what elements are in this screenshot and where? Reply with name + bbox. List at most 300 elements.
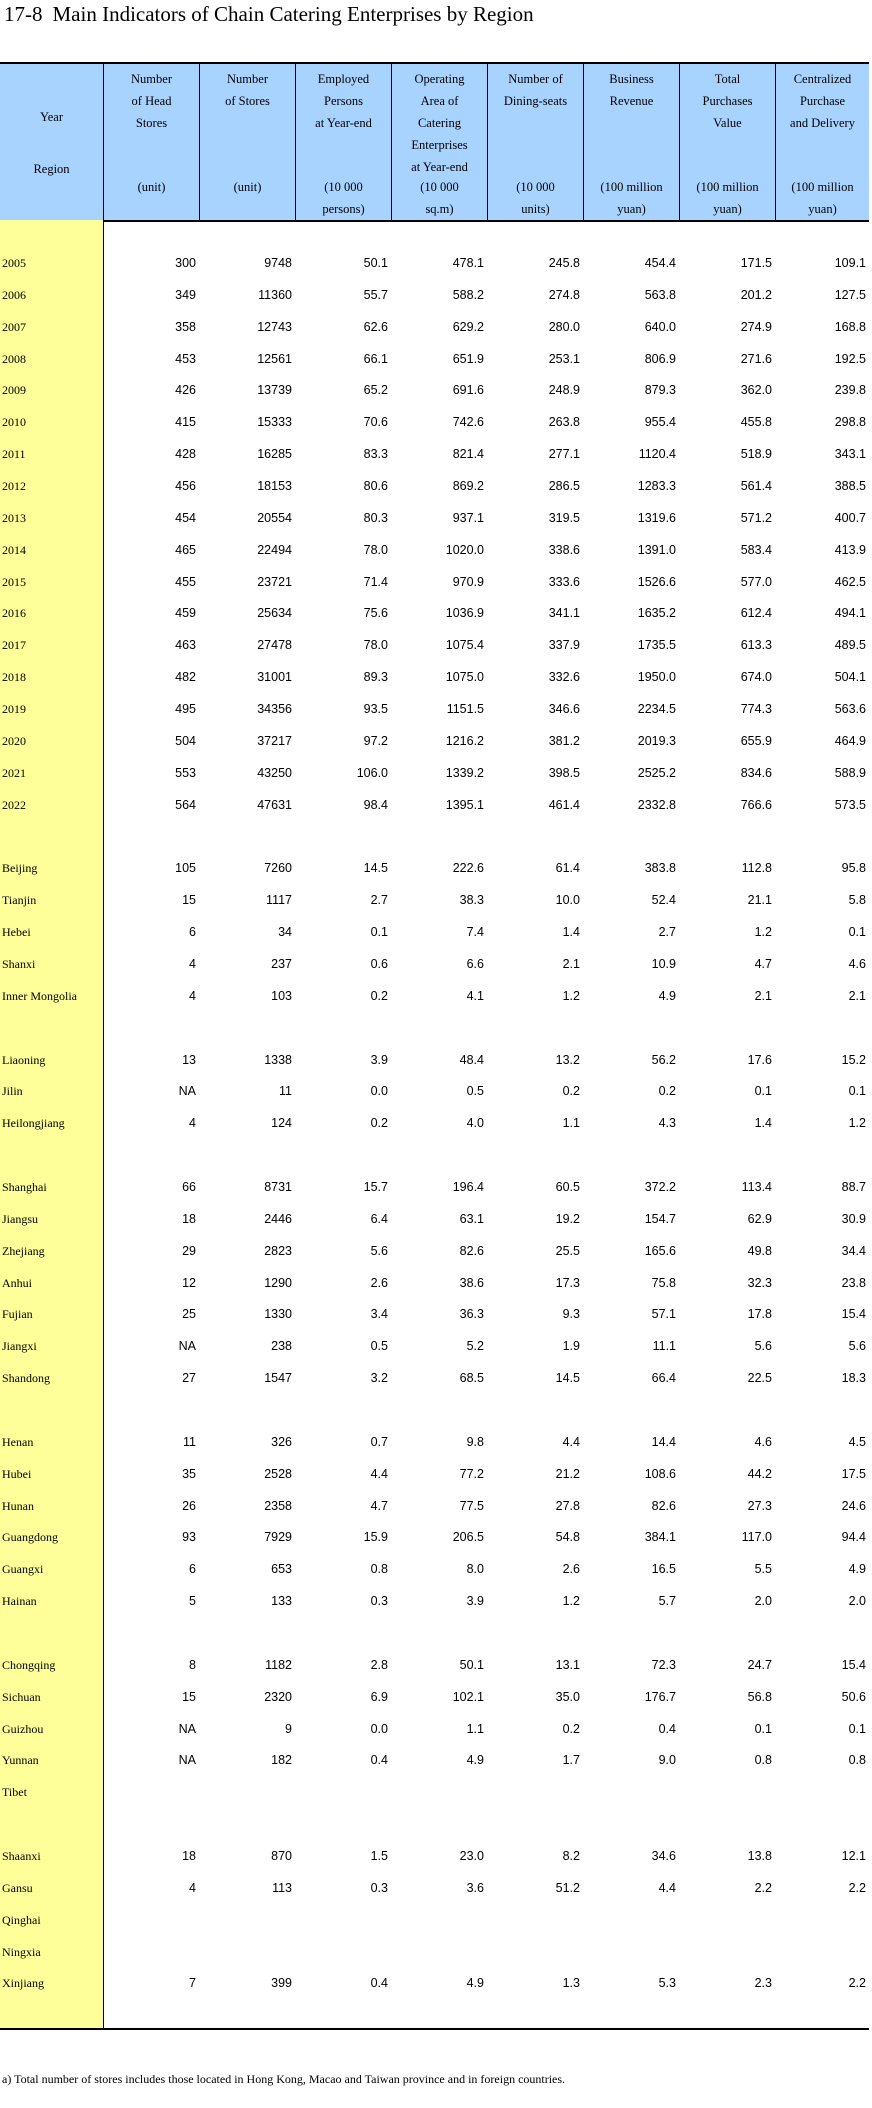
table-cell: 13.1 [555, 1657, 580, 1672]
table-cell: 2.2 [848, 1976, 866, 1991]
table-cell: 343.1 [834, 447, 866, 462]
table-row [0, 1331, 869, 1363]
table-cell: 88.7 [841, 1179, 866, 1194]
table-cell: 222.6 [452, 861, 484, 876]
header-column-7 [679, 64, 775, 220]
table-cell: 1120.4 [638, 447, 676, 462]
table-cell: 34.6 [651, 1849, 676, 1863]
row-label: Shanghai [2, 1179, 47, 1194]
row-label: 2015 [2, 574, 26, 589]
table-cell: 89.3 [363, 670, 388, 685]
table-cell: 57.1 [651, 1307, 676, 1322]
table-cell: 1338 [264, 1052, 292, 1067]
table-cell: 196.4 [452, 1179, 484, 1194]
table-cell: 453 [175, 351, 196, 366]
table-cell: 563.8 [644, 287, 676, 302]
table-cell: 462.5 [834, 574, 866, 589]
table-cell: 13 [182, 1052, 196, 1067]
table-cell: 5.6 [754, 1339, 772, 1354]
table-row [0, 1395, 869, 1427]
table-cell: 7.4 [466, 925, 484, 940]
table-cell: 4.4 [562, 1434, 580, 1449]
row-label: Sichuan [2, 1689, 41, 1704]
table-cell: 459 [175, 606, 196, 621]
table-row [0, 1586, 869, 1618]
table-cell: 18153 [257, 479, 292, 494]
table-cell: 9.8 [466, 1434, 484, 1449]
table-cell: 66 [182, 1179, 196, 1194]
table-cell: 8 [189, 1657, 196, 1672]
row-label: Liaoning [2, 1052, 46, 1067]
table-cell: 238 [271, 1339, 292, 1354]
table-cell: 358 [175, 319, 196, 334]
table-cell: 113.4 [741, 1179, 772, 1194]
table-cell: 11360 [258, 287, 292, 302]
row-label: Guangxi [2, 1562, 44, 1577]
row-label: 2008 [2, 351, 26, 366]
table-cell: 653 [271, 1562, 292, 1577]
table-cell: 60.5 [555, 1179, 580, 1194]
table-cell: 271.6 [740, 351, 772, 366]
table-cell: 103 [271, 988, 292, 1003]
table-cell: 154.7 [644, 1211, 676, 1226]
table-cell: 117.0 [741, 1530, 772, 1545]
table-cell: 0.2 [562, 1721, 580, 1736]
table-cell: 95.8 [841, 861, 866, 876]
table-cell: 381.2 [548, 733, 580, 748]
table-cell: 4.4 [658, 1880, 676, 1895]
row-label: Guangdong [2, 1530, 58, 1545]
table-row [0, 1172, 869, 1204]
table-cell: 2320 [264, 1689, 292, 1704]
table-cell: 182 [271, 1753, 292, 1768]
table-row [0, 1268, 869, 1300]
table-cell: 23.0 [459, 1849, 484, 1863]
table-row [0, 917, 869, 949]
table-cell: NA [178, 1339, 196, 1354]
table-cell: 15.4 [841, 1657, 866, 1672]
table-cell: 127.5 [834, 287, 866, 302]
table-cell: 13.2 [555, 1052, 580, 1067]
table-cell: 239.8 [834, 383, 866, 398]
row-label: Shanxi [2, 956, 36, 971]
table-row [0, 1937, 869, 1969]
table-row [0, 853, 869, 885]
table-cell: 0.4 [370, 1976, 388, 1991]
table-cell: 44.2 [747, 1466, 772, 1481]
table-cell: 168.8 [834, 319, 866, 334]
table-cell: 0.2 [562, 1084, 580, 1099]
table-cell: 0.2 [370, 988, 388, 1003]
table-cell: 82.6 [651, 1498, 676, 1513]
table-cell: 63.1 [459, 1211, 484, 1226]
row-label: 2010 [2, 415, 26, 430]
table-cell: 263.8 [548, 415, 580, 430]
table-title-text: Main Indicators of Chain Catering Enterprises by Region [52, 2, 534, 26]
table-cell: 2358 [264, 1498, 292, 1513]
header-column-label: Number of Head Stores [131, 72, 172, 130]
table-row [0, 885, 869, 917]
table-cell: 18 [182, 1211, 196, 1226]
table-cell: 274.9 [740, 319, 772, 334]
table-cell: 1.2 [754, 925, 772, 940]
table-cell: 24.6 [841, 1498, 866, 1513]
table-cell: 3.2 [370, 1371, 388, 1386]
table-cell: 2.6 [370, 1275, 388, 1290]
table-cell: 1216.2 [445, 733, 484, 748]
table-cell: 1391.0 [637, 542, 676, 557]
table-cell: 4 [189, 988, 196, 1003]
table-cell: 821.4 [452, 447, 484, 462]
table-cell: 6 [189, 1562, 196, 1577]
table-cell: 577.0 [740, 574, 772, 589]
table-cell: 573.5 [834, 797, 866, 812]
table-cell: 0.4 [370, 1753, 388, 1768]
table-cell: 17.5 [841, 1466, 866, 1481]
table-row [0, 662, 869, 694]
row-label: Hunan [2, 1498, 34, 1513]
table-cell: 563.6 [834, 702, 866, 717]
table-cell: 176.7 [644, 1689, 676, 1704]
header-column-6 [583, 64, 679, 220]
header-region-label: Region [33, 162, 70, 176]
table-cell: 66.1 [363, 351, 388, 366]
table-cell: 383.8 [644, 861, 676, 876]
table-cell: 482 [175, 670, 196, 685]
table-row [0, 790, 869, 822]
table-cell: 399 [271, 1976, 292, 1991]
table-cell: 2.0 [848, 1594, 866, 1609]
table-cell: 1075.0 [445, 670, 484, 685]
table-cell: 1.3 [562, 1976, 580, 1991]
header-column-label: Employed Persons at Year-end [315, 72, 372, 130]
table-cell: 455 [175, 574, 196, 589]
table-cell: 6 [189, 925, 196, 940]
header-column-label: Number of Dining-seats [503, 72, 568, 108]
table-cell: 0.1 [848, 925, 866, 940]
table-cell: 35.0 [555, 1689, 580, 1704]
row-label: 2012 [2, 479, 26, 494]
table-cell: 4.9 [658, 988, 676, 1003]
table-cell: 4.0 [466, 1116, 484, 1131]
table-cell: 12.1 [841, 1849, 866, 1863]
table-cell: 50.6 [841, 1689, 866, 1704]
table-cell: 1182 [265, 1657, 292, 1672]
table-cell: 465 [175, 542, 196, 557]
table-cell: 588.2 [452, 287, 484, 302]
header-column-unit: (unit) [137, 180, 166, 194]
row-label: Yunnan [2, 1753, 39, 1768]
table-cell: 0.0 [370, 1084, 388, 1099]
table-cell: 78.0 [363, 542, 388, 557]
table-cell: 495 [175, 702, 196, 717]
table-cell: 17.6 [747, 1052, 772, 1067]
header-column-1 [103, 64, 199, 220]
table-cell: 4.4 [370, 1466, 388, 1481]
table-cell: 333.6 [548, 574, 580, 589]
table-cell: 21.1 [747, 893, 772, 908]
table-cell: 1.1 [466, 1721, 484, 1736]
table-cell: 1.2 [562, 1594, 580, 1609]
table-cell: 372.2 [644, 1179, 676, 1194]
table-cell: 15 [182, 1689, 196, 1704]
table-cell: 16285 [257, 447, 292, 462]
header-column-label: Number of Stores [225, 72, 270, 108]
table-cell: NA [178, 1753, 196, 1768]
table-cell: 1283.3 [637, 479, 676, 494]
table-cell: 171.5 [740, 256, 772, 270]
table-cell: 5.3 [658, 1976, 676, 1991]
table-cell: 0.2 [658, 1084, 676, 1099]
table-cell: 75.8 [651, 1275, 676, 1290]
table-cell: 112.8 [741, 861, 772, 876]
table-cell: 9.0 [658, 1753, 676, 1768]
table-cell: 62.9 [747, 1211, 772, 1226]
table-row [0, 1140, 869, 1172]
row-label: 2021 [2, 765, 26, 780]
row-label: Qinghai [2, 1912, 41, 1927]
row-label: Chongqing [2, 1657, 56, 1672]
table-cell: 613.3 [740, 638, 772, 653]
table-cell: 4 [189, 956, 196, 971]
table-cell: 970.9 [452, 574, 484, 589]
table-cell: 4.9 [466, 1753, 484, 1768]
header-column-unit: (unit) [233, 180, 262, 194]
table-cell: 4 [189, 1880, 196, 1895]
table-cell: 78.0 [363, 638, 388, 653]
table-cell: 34 [278, 925, 292, 940]
table-cell: 879.3 [644, 383, 676, 398]
table-cell: 4.6 [848, 956, 866, 971]
row-label: Shaanxi [2, 1849, 41, 1863]
table-row [0, 1905, 869, 1937]
table-cell: 34356 [257, 702, 292, 717]
table-cell: 23.8 [841, 1275, 866, 1290]
table-row [0, 981, 869, 1013]
table-row [0, 726, 869, 758]
row-label: Tibet [2, 1785, 27, 1800]
table-cell: 17.3 [555, 1275, 580, 1290]
table-cell: 94.4 [841, 1530, 866, 1545]
table-cell: 583.4 [740, 542, 772, 557]
table-cell: 1339.2 [445, 765, 484, 780]
row-label: Heilongjiang [2, 1116, 65, 1131]
header-column-unit: (10 000 sq.m) [420, 180, 459, 216]
table-cell: 7 [189, 1976, 196, 1991]
table-cell: 1526.6 [637, 574, 676, 589]
table-cell: 23721 [257, 574, 292, 589]
table-cell: 2.1 [848, 988, 866, 1003]
table-cell: 113 [272, 1880, 292, 1895]
table-row [0, 694, 869, 726]
table-row [0, 1745, 869, 1777]
table-cell: 27 [182, 1371, 196, 1386]
table-cell: 2019.3 [637, 733, 676, 748]
row-label: Shandong [2, 1371, 50, 1386]
table-cell: 5.2 [466, 1339, 484, 1354]
table-cell: 38.6 [459, 1275, 484, 1290]
table-cell: 97.2 [363, 733, 388, 748]
row-label: Guizhou [2, 1721, 44, 1736]
header-column-5 [487, 64, 583, 220]
table-cell: 454.4 [644, 256, 676, 270]
row-label: 2007 [2, 319, 26, 334]
table-cell: 22.5 [747, 1371, 772, 1386]
table-cell: 31001 [257, 670, 292, 685]
table-cell: 165.6 [644, 1243, 676, 1258]
table-cell: 2525.2 [637, 765, 676, 780]
table-row [0, 1459, 869, 1491]
table-cell: 248.9 [548, 383, 580, 398]
row-label: Beijing [2, 861, 38, 876]
table-cell: 518.9 [740, 447, 772, 462]
table-cell: 346.6 [548, 702, 580, 717]
row-label: 2017 [2, 638, 26, 653]
table-row [0, 503, 869, 535]
table-cell: 29 [182, 1243, 196, 1258]
table-cell: 494.1 [834, 606, 866, 621]
table-cell: 20554 [257, 510, 292, 525]
table-cell: 456 [175, 479, 196, 494]
table-cell: 274.8 [548, 287, 580, 302]
table-cell: 8.0 [466, 1562, 484, 1577]
table-cell: 206.5 [452, 1530, 484, 1545]
table-cell: 1950.0 [637, 670, 676, 685]
table-cell: 640.0 [644, 319, 676, 334]
table-cell: 280.0 [548, 319, 580, 334]
header-column-2 [199, 64, 295, 220]
table-cell: 0.3 [370, 1594, 388, 1609]
table-number: 17-8 [4, 2, 43, 26]
table-cell: 1.2 [848, 1116, 866, 1131]
table-cell: 13.8 [747, 1849, 772, 1863]
table-cell: 72.3 [651, 1657, 676, 1672]
table-cell: 34.4 [841, 1243, 866, 1258]
table-cell: 9 [285, 1721, 292, 1736]
table-cell: 2.0 [754, 1594, 772, 1609]
table-cell: NA [178, 1084, 196, 1099]
table-cell: 561.4 [740, 479, 772, 494]
header-column-8 [775, 64, 869, 220]
table-row [0, 1554, 869, 1586]
table-row [0, 1204, 869, 1236]
table-row [0, 1841, 869, 1873]
table-row [0, 630, 869, 662]
table-cell: 504 [175, 733, 196, 748]
table-cell: 338.6 [548, 542, 580, 557]
table-cell: 398.5 [548, 765, 580, 780]
table-cell: 0.1 [754, 1721, 772, 1736]
table-row [0, 1809, 869, 1841]
table-cell: 413.9 [834, 542, 866, 557]
table-cell: 1.5 [370, 1849, 388, 1863]
header-column-unit: (100 million yuan) [600, 180, 663, 216]
table-cell: 25 [182, 1307, 196, 1322]
table-row [0, 1682, 869, 1714]
table-cell: 4.1 [466, 988, 484, 1003]
table-row [0, 407, 869, 439]
table-cell: 77.5 [459, 1498, 484, 1513]
table-cell: 192.5 [834, 351, 866, 366]
table-cell: 298.8 [834, 415, 866, 430]
table-cell: 19.2 [555, 1211, 580, 1226]
table-cell: 38.3 [459, 893, 484, 908]
table-cell: 2.7 [658, 925, 676, 940]
table-cell: 61.4 [555, 861, 580, 876]
table-cell: 93 [182, 1530, 196, 1545]
table-cell: 30.9 [841, 1211, 866, 1226]
row-label: Hainan [2, 1594, 37, 1609]
table-cell: 62.6 [363, 319, 388, 334]
row-label: Zhejiang [2, 1243, 45, 1258]
header-column-unit: (10 000 persons) [322, 180, 365, 216]
table-cell: 52.4 [651, 893, 676, 908]
row-label: Inner Mongolia [2, 988, 77, 1003]
table-cell: 15.2 [841, 1052, 866, 1067]
table-row [0, 1427, 869, 1459]
table-cell: 49.8 [747, 1243, 772, 1258]
table-cell: 10.9 [651, 956, 676, 971]
table-cell: 12 [182, 1275, 196, 1290]
row-label: 2019 [2, 702, 26, 717]
table-cell: 955.4 [644, 415, 676, 430]
table-cell: 0.2 [370, 1116, 388, 1131]
table-cell: 341.1 [548, 606, 580, 621]
table-cell: 15 [182, 893, 196, 908]
table-cell: 691.6 [452, 383, 484, 398]
table-cell: 1.1 [562, 1116, 580, 1131]
row-label: Henan [2, 1434, 34, 1449]
table-cell: 806.9 [644, 351, 676, 366]
table-cell: 0.4 [658, 1721, 676, 1736]
table-cell: 4.3 [658, 1116, 676, 1131]
table-cell: 0.1 [848, 1721, 866, 1736]
table-cell: 4.9 [466, 1976, 484, 1991]
table-cell: 774.3 [740, 702, 772, 717]
table-cell: 588.9 [834, 765, 866, 780]
table-cell: 4.6 [754, 1434, 772, 1449]
table-cell: 68.5 [459, 1371, 484, 1386]
table-cell: 1.2 [562, 988, 580, 1003]
table-cell: 319.5 [548, 510, 580, 525]
header-column-unit: (100 million yuan) [791, 180, 854, 216]
row-label: Jilin [2, 1084, 23, 1099]
table-cell: 0.7 [370, 1434, 388, 1449]
table-cell: 93.5 [363, 702, 388, 717]
table-cell: 674.0 [740, 670, 772, 685]
table-cell: 18 [182, 1849, 196, 1863]
table-cell: 428 [175, 447, 196, 462]
row-label: Tianjin [2, 893, 37, 908]
table-cell: 571.2 [740, 510, 772, 525]
row-label: Ningxia [2, 1944, 41, 1959]
table-cell: 0.0 [370, 1721, 388, 1736]
table-cell: 13739 [257, 383, 292, 398]
table-cell: 2823 [264, 1243, 292, 1258]
table-cell: 5.5 [754, 1562, 772, 1577]
row-label: 2014 [2, 542, 26, 557]
table-cell: 349 [175, 287, 196, 302]
table-row [0, 1522, 869, 1554]
row-label: Gansu [2, 1880, 33, 1895]
table-cell: 834.6 [740, 765, 772, 780]
table-cell: 82.6 [459, 1243, 484, 1258]
table-cell: 2.1 [562, 956, 580, 971]
table-cell: 80.6 [363, 479, 388, 494]
table-cell: 201.2 [740, 287, 772, 302]
table-cell: 22494 [257, 542, 292, 557]
table-cell: 56.8 [747, 1689, 772, 1704]
